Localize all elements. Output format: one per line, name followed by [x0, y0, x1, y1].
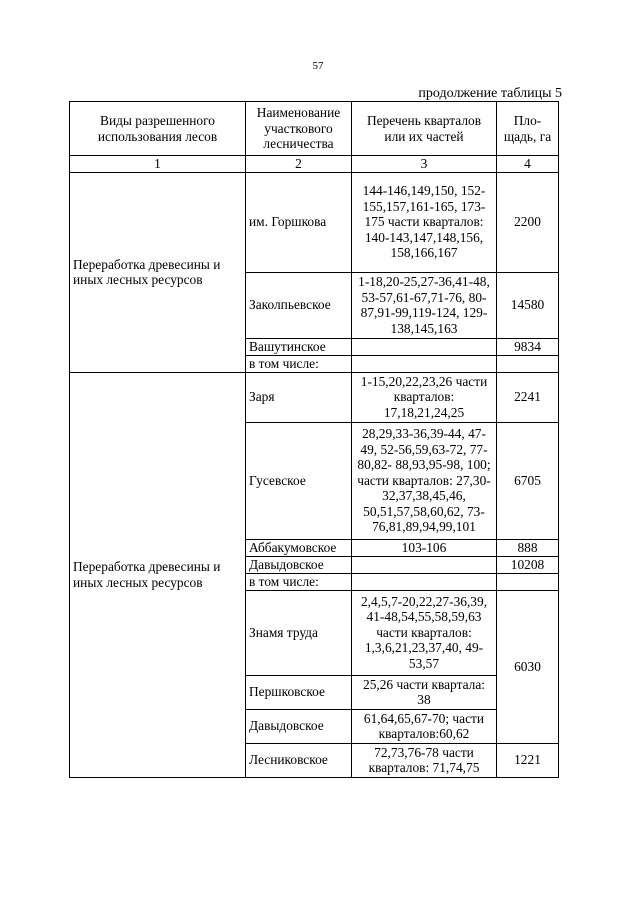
column-number: 3 — [352, 156, 497, 173]
forest-use-table — [69, 101, 559, 778]
quarters-cell: 2,4,5,7-20,22,27-36,39, 41-48,54,55,58,59,63 части кварталов: 1,3,6,21,23,37,40, 49-53,57 — [352, 590, 497, 675]
forestry-cell: Давыдовское — [246, 556, 352, 573]
quarters-cell: 72,73,76-78 части кварталов: 71,74,75 — [352, 743, 497, 777]
area-cell — [497, 573, 559, 590]
area-cell: 10208 — [497, 556, 559, 573]
column-number: 2 — [246, 156, 352, 173]
forestry-cell: в том числе: — [246, 355, 352, 372]
area-cell: 2200 — [497, 172, 559, 272]
forestry-cell: Аббакумовское — [246, 539, 352, 556]
column-number: 4 — [497, 156, 559, 173]
table-header-row — [70, 102, 559, 156]
quarters-cell: 25,26 части квартала: 38 — [352, 675, 497, 709]
quarters-cell — [352, 355, 497, 372]
forestry-cell: Знамя труда — [246, 590, 352, 675]
area-cell: 14580 — [497, 272, 559, 338]
area-cell: 1221 — [497, 743, 559, 777]
area-cell: 9834 — [497, 338, 559, 355]
forestry-cell: Гусевское — [246, 422, 352, 539]
column-number-row — [70, 156, 559, 173]
quarters-cell: 1-15,20,22,23,26 части кварталов: 17,18,21,24,25 — [352, 372, 497, 422]
quarters-cell: 61,64,65,67-70; части кварталов:60,62 — [352, 709, 497, 743]
forestry-cell: Вашутинское — [246, 338, 352, 355]
header-area: Пло-щадь, га — [497, 102, 559, 156]
use-type-cell: Переработка древесины и иных лесных ресурсов — [70, 372, 246, 777]
use-type-cell: Переработка древесины и иных лесных ресурсов — [70, 172, 246, 372]
forestry-cell: Давыдовское — [246, 709, 352, 743]
forestry-cell: Заря — [246, 372, 352, 422]
forestry-cell: Першковское — [246, 675, 352, 709]
area-cell: 2241 — [497, 372, 559, 422]
continuation-label: продолжение таблицы 5 — [418, 86, 562, 101]
page-number: 57 — [312, 60, 324, 72]
quarters-cell: 103-106 — [352, 539, 497, 556]
area-cell — [497, 355, 559, 372]
forestry-cell: им. Горшкова — [246, 172, 352, 272]
merged-area-cell: 6030 — [497, 590, 559, 743]
quarters-cell — [352, 338, 497, 355]
table-row — [70, 372, 559, 422]
table-row — [70, 172, 559, 272]
column-number: 1 — [70, 156, 246, 173]
forestry-cell: в том числе: — [246, 573, 352, 590]
forestry-cell: Лесниковское — [246, 743, 352, 777]
quarters-cell — [352, 573, 497, 590]
quarters-cell: 28,29,33-36,39-44, 47-49, 52-56,59,63-72, 77-80,82- 88,93,95-98, 100; части кварталов: 27,30-32,37,38,45,46, 50,51,57,58,60,62, 73-76,81,89,94,99,101 — [352, 422, 497, 539]
quarters-cell: 1-18,20-25,27-36,41-48, 53-57,61-67,71-76, 80-87,91-99,119-124, 129-138,145,163 — [352, 272, 497, 338]
area-cell: 888 — [497, 539, 559, 556]
header-quarters: Перечень кварталов или их частей — [352, 102, 497, 156]
forestry-cell: Заколпьевское — [246, 272, 352, 338]
quarters-cell: 144-146,149,150, 152-155,157,161-165, 173-175 части кварталов: 140-143,147,148,156, 158,166,167 — [352, 172, 497, 272]
header-forestry: Наименование участкового лесничества — [246, 102, 352, 156]
header-use-type: Виды разрешенного использования лесов — [70, 102, 246, 156]
quarters-cell — [352, 556, 497, 573]
area-cell: 6705 — [497, 422, 559, 539]
